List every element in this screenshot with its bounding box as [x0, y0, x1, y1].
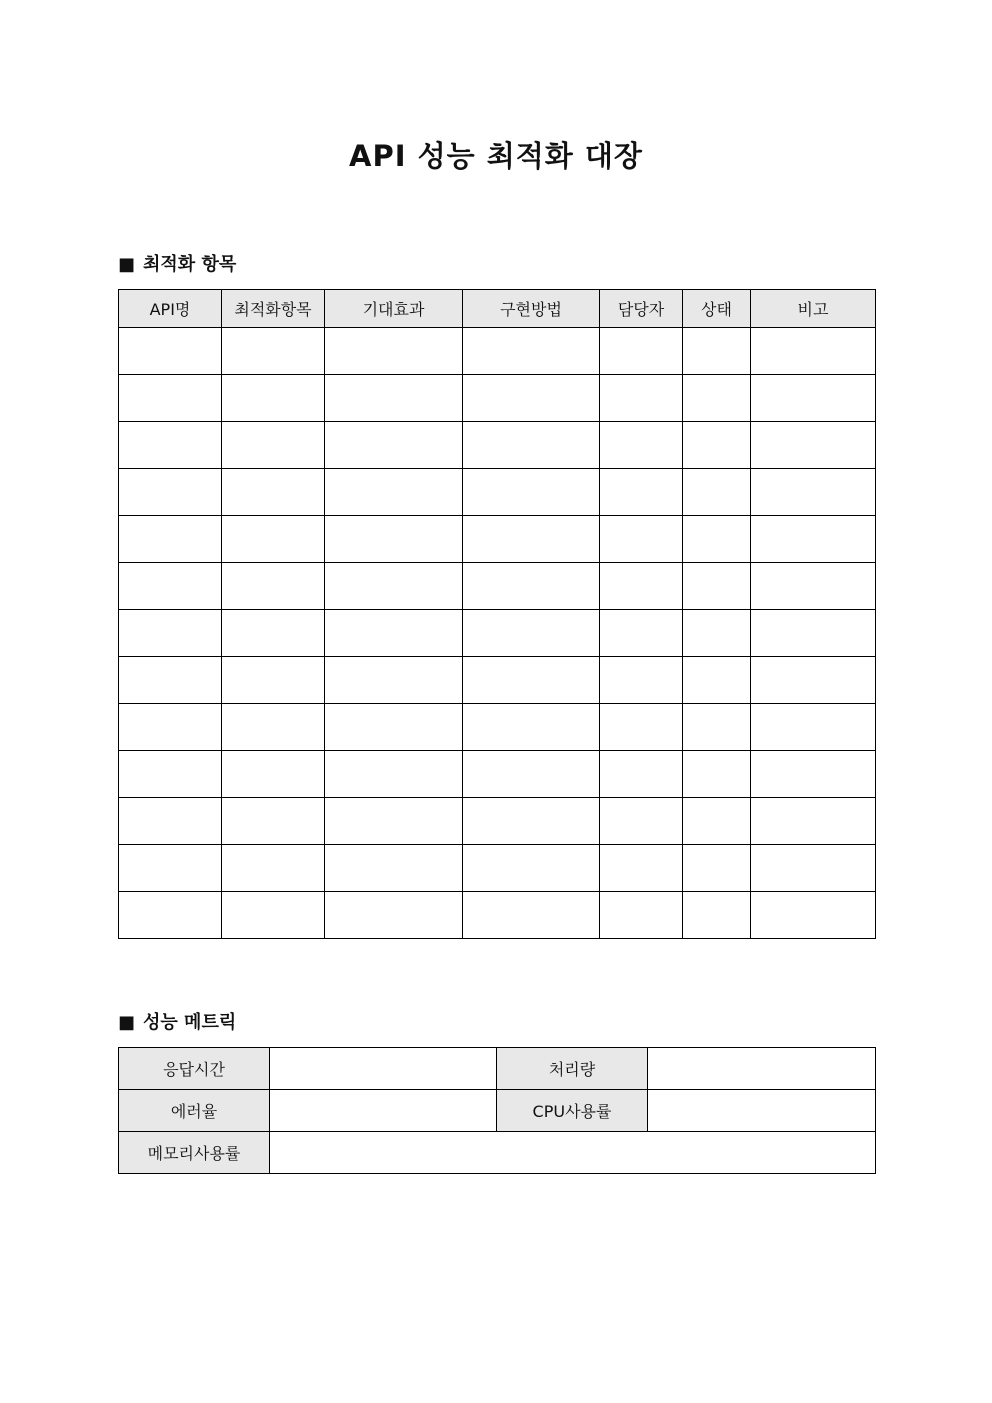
table-cell[interactable] — [325, 610, 463, 657]
table-cell[interactable] — [751, 657, 876, 704]
table-row — [119, 328, 876, 375]
table-cell[interactable] — [463, 516, 600, 563]
table-row — [119, 798, 876, 845]
table-cell[interactable] — [325, 657, 463, 704]
table-row — [119, 657, 876, 704]
section-title: 성능 메트릭 — [143, 1012, 237, 1033]
table-cell[interactable] — [683, 704, 751, 751]
table-cell[interactable] — [119, 610, 222, 657]
table-cell[interactable] — [222, 469, 325, 516]
column-header-implementation: 구현방법 — [463, 290, 600, 328]
table-cell[interactable] — [463, 657, 600, 704]
square-bullet-icon: ■ — [118, 254, 136, 275]
table-cell[interactable] — [119, 516, 222, 563]
table-cell[interactable] — [751, 422, 876, 469]
label-error-rate: 에러율 — [119, 1090, 270, 1132]
table-cell[interactable] — [325, 516, 463, 563]
table-cell[interactable] — [683, 516, 751, 563]
table-cell[interactable] — [463, 798, 600, 845]
table-cell[interactable] — [683, 610, 751, 657]
value-cell-response-time[interactable] — [270, 1048, 497, 1090]
column-header-api-name: API명 — [119, 290, 222, 328]
table-cell[interactable] — [325, 704, 463, 751]
table-row — [119, 704, 876, 751]
table-cell[interactable] — [463, 469, 600, 516]
table-cell[interactable] — [325, 563, 463, 610]
table-cell[interactable] — [751, 328, 876, 375]
table-cell[interactable] — [683, 375, 751, 422]
table-cell[interactable] — [600, 610, 683, 657]
table-row — [119, 516, 876, 563]
page-title: API 성능 최적화 대장 — [349, 139, 643, 173]
table-cell[interactable] — [222, 798, 325, 845]
table-cell[interactable] — [463, 704, 600, 751]
table-cell[interactable] — [751, 375, 876, 422]
table-cell[interactable] — [222, 892, 325, 939]
table-cell[interactable] — [463, 845, 600, 892]
table-cell[interactable] — [463, 751, 600, 798]
table-header-row — [119, 290, 876, 328]
table-cell[interactable] — [600, 845, 683, 892]
table-cell[interactable] — [325, 469, 463, 516]
table-cell[interactable] — [119, 375, 222, 422]
metrics-table — [118, 1047, 876, 1174]
table-cell[interactable] — [600, 375, 683, 422]
table-cell[interactable] — [222, 328, 325, 375]
value-cell-memory-usage[interactable] — [270, 1132, 876, 1174]
table-cell[interactable] — [751, 516, 876, 563]
table-cell[interactable] — [119, 892, 222, 939]
table-cell[interactable] — [325, 845, 463, 892]
table-cell[interactable] — [119, 469, 222, 516]
table-cell[interactable] — [683, 845, 751, 892]
table-cell[interactable] — [119, 845, 222, 892]
optimization-table — [118, 289, 876, 939]
table-row — [119, 469, 876, 516]
table-row — [119, 1048, 876, 1090]
table-cell[interactable] — [463, 328, 600, 375]
table-cell[interactable] — [751, 469, 876, 516]
table-cell[interactable] — [119, 751, 222, 798]
square-bullet-icon: ■ — [118, 1012, 136, 1033]
table-row — [119, 375, 876, 422]
section-heading-metrics — [118, 1011, 236, 1035]
table-cell[interactable] — [222, 751, 325, 798]
value-cell-throughput[interactable] — [648, 1048, 876, 1090]
table-cell[interactable] — [222, 704, 325, 751]
table-cell[interactable] — [222, 845, 325, 892]
value-cell-cpu-usage[interactable] — [648, 1090, 876, 1132]
table-cell[interactable] — [463, 375, 600, 422]
label-cpu-usage: CPU사용률 — [497, 1090, 648, 1132]
label-memory-usage: 메모리사용률 — [119, 1132, 270, 1174]
table-cell[interactable] — [119, 422, 222, 469]
column-header-owner: 담당자 — [600, 290, 683, 328]
table-cell[interactable] — [683, 563, 751, 610]
table-row — [119, 422, 876, 469]
table-row — [119, 845, 876, 892]
table-cell[interactable] — [600, 751, 683, 798]
table-cell[interactable] — [751, 610, 876, 657]
table-cell[interactable] — [600, 798, 683, 845]
table-cell[interactable] — [119, 563, 222, 610]
table-cell[interactable] — [222, 610, 325, 657]
table-row — [119, 563, 876, 610]
table-cell[interactable] — [600, 328, 683, 375]
section-heading-optimization — [118, 253, 236, 277]
table-cell[interactable] — [751, 751, 876, 798]
table-cell[interactable] — [119, 704, 222, 751]
table-cell[interactable] — [325, 375, 463, 422]
table-cell[interactable] — [222, 422, 325, 469]
column-header-remarks: 비고 — [751, 290, 876, 328]
table-cell[interactable] — [751, 845, 876, 892]
table-cell[interactable] — [325, 892, 463, 939]
table-cell[interactable] — [119, 798, 222, 845]
table-cell[interactable] — [683, 798, 751, 845]
table-cell[interactable] — [600, 704, 683, 751]
table-row — [119, 1090, 876, 1132]
table-cell[interactable] — [325, 328, 463, 375]
table-cell[interactable] — [325, 422, 463, 469]
table-cell[interactable] — [683, 751, 751, 798]
table-cell[interactable] — [683, 328, 751, 375]
table-cell[interactable] — [325, 798, 463, 845]
table-cell[interactable] — [683, 469, 751, 516]
table-cell[interactable] — [751, 563, 876, 610]
column-header-status: 상태 — [683, 290, 751, 328]
table-cell[interactable] — [222, 563, 325, 610]
table-cell[interactable] — [600, 516, 683, 563]
table-cell[interactable] — [463, 563, 600, 610]
table-cell[interactable] — [463, 610, 600, 657]
table-cell[interactable] — [751, 704, 876, 751]
table-cell[interactable] — [683, 892, 751, 939]
table-cell[interactable] — [683, 422, 751, 469]
table-cell[interactable] — [600, 563, 683, 610]
table-cell[interactable] — [463, 422, 600, 469]
table-cell[interactable] — [119, 328, 222, 375]
table-cell[interactable] — [600, 657, 683, 704]
table-cell[interactable] — [325, 751, 463, 798]
table-cell[interactable] — [600, 422, 683, 469]
label-response-time: 응답시간 — [119, 1048, 270, 1090]
table-cell[interactable] — [600, 469, 683, 516]
column-header-optimization-item: 최적화항목 — [222, 290, 325, 328]
table-row — [119, 751, 876, 798]
table-cell[interactable] — [683, 657, 751, 704]
label-throughput: 처리량 — [497, 1048, 648, 1090]
table-row — [119, 1132, 876, 1174]
table-cell[interactable] — [463, 892, 600, 939]
optimization-table-body — [119, 328, 876, 939]
table-cell[interactable] — [222, 516, 325, 563]
table-cell[interactable] — [222, 657, 325, 704]
table-cell[interactable] — [119, 657, 222, 704]
table-cell[interactable] — [600, 892, 683, 939]
column-header-expected-effect: 기대효과 — [325, 290, 463, 328]
table-cell[interactable] — [751, 798, 876, 845]
table-row — [119, 892, 876, 939]
table-row — [119, 610, 876, 657]
table-cell[interactable] — [751, 892, 876, 939]
value-cell-error-rate[interactable] — [270, 1090, 497, 1132]
table-cell[interactable] — [222, 375, 325, 422]
section-title: 최적화 항목 — [143, 254, 237, 275]
